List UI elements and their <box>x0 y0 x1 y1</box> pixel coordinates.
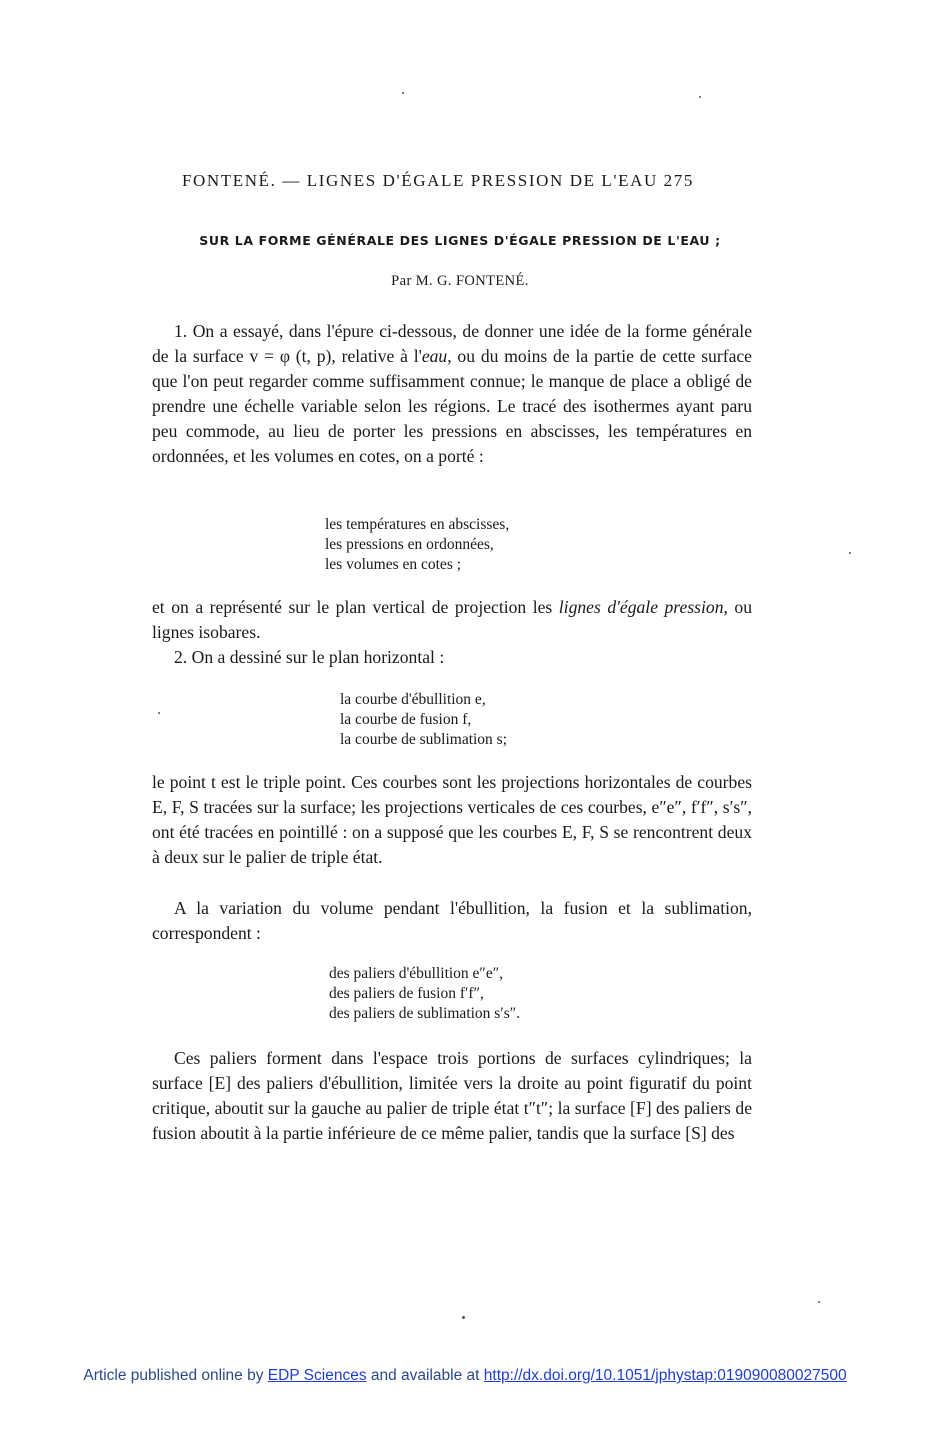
section-number: 1. <box>174 321 188 341</box>
axis-list <box>325 515 509 575</box>
section-2-paragraph: A la variation du volume pendant l'ébullition, la fusion et la sublimation, correspondent : <box>152 898 752 943</box>
list-item: les volumes en cotes ; <box>325 556 462 573</box>
curves-list <box>340 690 507 750</box>
running-head: FONTENÉ. — LIGNES D'ÉGALE PRESSION DE L'EAU 275 <box>182 171 694 190</box>
author-byline: Par M. G. FONTENÉ. <box>391 273 529 289</box>
emphasis-text: eau <box>421 346 448 366</box>
paragraph-text: et on a représenté sur le plan vertical de projection les <box>152 597 559 617</box>
list-item: des paliers de fusion f′f″, <box>329 985 484 1002</box>
paragraph-text: , ou du moins de la partie de cette surface que l'on peut regarder comme suffisamment connue; le manque de place a obligé de prendre une échelle variable selon les régions. Le tracé des isothermes ayant paru peu commode, au lieu de porter les pressions en abscisses, les températures en ordonnées, et les volumes en cotes, on a porté : <box>152 346 752 466</box>
list-item: des paliers d'ébullition e″e″, <box>329 965 504 982</box>
scan-speck <box>462 1316 465 1319</box>
section-number: 2. <box>174 647 188 667</box>
scan-speck <box>402 92 404 94</box>
publication-footer <box>0 1367 930 1385</box>
footer-text: and available at <box>366 1367 484 1384</box>
article-title: SUR LA FORME GÉNÉRALE DES LIGNES D'ÉGALE PRESSION DE L'EAU ; <box>199 233 721 248</box>
scan-speck <box>699 96 701 98</box>
list-item: la courbe de fusion f, <box>340 711 472 728</box>
list-item: la courbe d'ébullition e, <box>340 691 486 708</box>
section-1-paragraph <box>152 319 752 469</box>
list-item: la courbe de sublimation s; <box>340 731 508 748</box>
section-2-intro <box>152 645 752 670</box>
scan-speck <box>849 552 851 554</box>
list-item: les pressions en ordonnées, <box>325 536 494 553</box>
publisher-link[interactable]: EDP Sciences <box>267 1367 367 1384</box>
list-item: des paliers de sublimation s′s″. <box>329 1005 521 1022</box>
paragraph-text: On a essayé, dans l'épure ci-dessous, de donner une idée de la forme générale de la surface v = φ (t, p), relative à l' <box>152 321 753 366</box>
doi-link[interactable]: http://dx.doi.org/10.1051/jphystap:019090080027500 <box>483 1367 847 1384</box>
footer-text: Article published online by <box>83 1367 268 1384</box>
section-2-paragraph: le point t est le triple point. Ces courbes sont les projections horizontales de courbes E, F, S tracées sur la surface; les projections verticales de ces courbes, e″e″, f′f″, s′s″, ont été tracées en pointillé : on a supposé que les courbes E, F, S se rencontrent deux à deux sur le palier de triple état. <box>152 772 752 867</box>
section-1-closing-paragraph <box>152 595 752 645</box>
section-2-paragraph: Ces paliers forment dans l'espace trois portions de surfaces cylindriques; la surface [E] des paliers d'ébullition, limitée vers la droite au point figuratif du point critique, aboutit sur la gauche au palier de triple état t″t″; la surface [F] des paliers de fusion aboutit à la partie inférieure de ce même palier, tandis que la surface [S] des <box>152 1048 752 1143</box>
scan-speck <box>818 1301 820 1303</box>
scan-speck <box>158 712 160 714</box>
paliers-list <box>329 964 520 1024</box>
paragraph-text: On a dessiné sur le plan horizontal : <box>191 647 445 667</box>
list-item: les températures en abscisses, <box>325 516 510 533</box>
paragraph-text: , ou lignes isobares. <box>152 597 753 642</box>
emphasis-text: lignes d'égale pression <box>558 597 724 617</box>
